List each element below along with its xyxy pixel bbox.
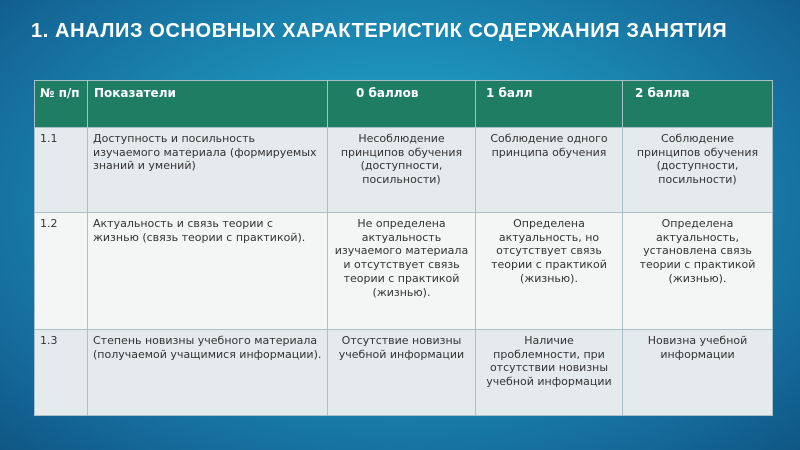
row-criterion-0-points: Несоблюдение принципов обучения (доступности, посильности) [328,128,476,213]
row-indicator: Актуальность и связь теории с жизнью (связь теории с практикой). [88,213,328,330]
row-criterion-2-points: Новизна учебной информации [623,330,773,416]
page-title: 1. АНАЛИЗ ОСНОВНЫХ ХАРАКТЕРИСТИК СОДЕРЖАНИЯ ЗАНЯТИЯ [31,20,728,42]
header-points-2: 2 балла [623,81,773,128]
header-number: № п/п [35,81,88,128]
row-number: 1.3 [35,330,88,416]
table-row [35,330,773,416]
table-row [35,128,773,213]
row-number: 1.2 [35,213,88,330]
row-indicator: Доступность и посильность изучаемого материала (формируемых знаний и умений) [88,128,328,213]
row-criterion-2-points: Соблюдение принципов обучения (доступности, посильности) [623,128,773,213]
header-points-0: 0 баллов [328,81,476,128]
row-criterion-1-point: Определена актуальность, но отсутствует связь теории с практикой (жизнью). [476,213,623,330]
row-indicator: Степень новизны учебного материала (получаемой учащимися информации). [88,330,328,416]
row-criterion-0-points: Отсутствие новизны учебной информации [328,330,476,416]
row-criterion-1-point: Наличие проблемности, при отсутствии новизны учебной информации [476,330,623,416]
table-row [35,213,773,330]
row-criterion-1-point: Соблюдение одного принципа обучения [476,128,623,213]
row-number: 1.1 [35,128,88,213]
header-points-1: 1 балл [476,81,623,128]
row-criterion-2-points: Определена актуальность, установлена связь теории с практикой (жизнью). [623,213,773,330]
row-criterion-0-points: Не определена актуальность изучаемого материала и отсутствует связь теории с практикой (жизнью). [328,213,476,330]
table-header-row [35,81,773,128]
criteria-table [34,80,773,416]
header-indicator: Показатели [88,81,328,128]
